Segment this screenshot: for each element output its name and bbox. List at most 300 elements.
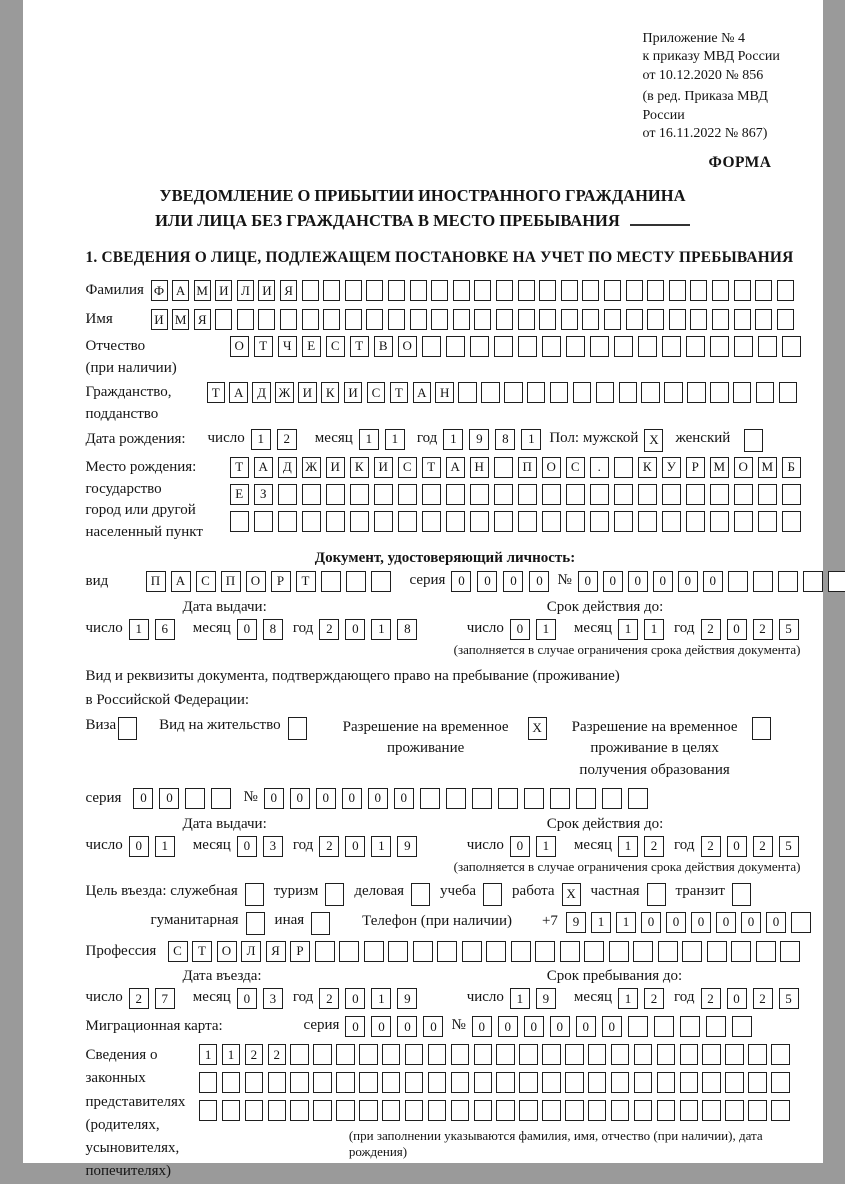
temp-residence-edu-label: Разрешение на временное проживание в целях получения образования (571, 718, 738, 779)
day-label: число (85, 836, 123, 853)
surname-label: Фамилия (85, 282, 144, 299)
birth-place-cells-row2 (230, 484, 806, 505)
char-cell (756, 382, 775, 403)
char-cell: 3 (263, 988, 283, 1009)
char-cell (422, 336, 442, 357)
char-cell: 1 (616, 912, 636, 933)
char-cell: 0 (727, 988, 747, 1009)
representatives-label-line: законных (85, 1070, 146, 1087)
purpose-row-2 (86, 912, 805, 935)
birth-year-cells (443, 429, 547, 450)
char-cell (366, 309, 383, 330)
char-cell (542, 1072, 561, 1093)
char-cell (496, 309, 513, 330)
char-cell (371, 571, 391, 592)
char-cell (446, 484, 466, 505)
char-cell (542, 336, 562, 357)
char-cell (582, 280, 599, 301)
char-cell (535, 941, 555, 962)
doc-validity-title: Срок действия до: (546, 598, 664, 615)
representatives-label-line: попечителях) (85, 1163, 172, 1180)
char-cell (519, 1044, 538, 1065)
char-cell: 0 (237, 619, 257, 640)
entry-date-title: Дата въезда: (182, 968, 262, 985)
char-cell (662, 336, 682, 357)
migration-number-cells (472, 1016, 758, 1037)
char-cell (614, 457, 634, 478)
year-label: год (674, 836, 695, 853)
permit-issue-month-cells (237, 836, 289, 857)
char-cell (359, 1072, 378, 1093)
char-cell: 0 (394, 788, 414, 809)
char-cell: 1 (510, 988, 530, 1009)
char-cell: И (374, 457, 394, 478)
char-cell (336, 1072, 355, 1093)
char-cell (680, 1044, 699, 1065)
stay-day-cells (510, 988, 562, 1009)
char-cell: Н (435, 382, 454, 403)
char-cell (539, 309, 556, 330)
char-cell: 0 (342, 788, 362, 809)
patronymic-label (86, 336, 230, 380)
sex-female-label: женский (675, 429, 731, 446)
char-cell (725, 1044, 744, 1065)
char-cell: А (172, 280, 189, 301)
birth-month-cells (359, 429, 411, 450)
char-cell (706, 1016, 726, 1037)
purpose-study-checkbox (483, 883, 502, 906)
char-cell (258, 309, 275, 330)
char-cell (302, 484, 322, 505)
entry-year-cells (319, 988, 423, 1009)
char-cell (614, 336, 634, 357)
char-cell (374, 511, 394, 532)
char-cell: Д (252, 382, 271, 403)
char-cell: 0 (716, 912, 736, 933)
char-cell (584, 941, 604, 962)
char-cell: 1 (359, 429, 379, 450)
char-cell: 0 (368, 788, 388, 809)
char-cell: 1 (371, 836, 391, 857)
char-cell: И (344, 382, 363, 403)
char-cell (588, 1044, 607, 1065)
permit-valid-day-cells (510, 836, 562, 857)
char-cell (336, 1044, 355, 1065)
char-cell: М (194, 280, 211, 301)
stay-until-col (467, 968, 805, 1009)
profession-row (86, 941, 805, 963)
char-cell (611, 1044, 630, 1065)
doc-dates-block (86, 599, 805, 640)
char-cell: Р (290, 941, 310, 962)
char-cell (313, 1044, 332, 1065)
sex-male-label: Пол: мужской (549, 429, 639, 446)
representatives-note: (при заполнении указываются фамилия, имя, отчество (при наличии), дата рождения) (348, 1128, 763, 1160)
char-cell (566, 336, 586, 357)
char-cell (278, 511, 298, 532)
char-cell: Ж (302, 457, 322, 478)
char-cell (280, 309, 297, 330)
char-cell (474, 1072, 493, 1093)
char-cell (758, 336, 778, 357)
char-cell (413, 941, 433, 962)
citizenship-label (86, 382, 207, 426)
purpose-tourism-label: туризм (273, 882, 319, 899)
char-cell: 2 (319, 988, 339, 1009)
char-cell (565, 1100, 584, 1121)
char-cell: 0 (237, 988, 257, 1009)
stay-year-cells (701, 988, 805, 1009)
char-cell: Р (271, 571, 291, 592)
char-cell (410, 280, 427, 301)
char-cell (458, 382, 477, 403)
year-label: год (416, 429, 438, 446)
visa-option (86, 717, 138, 740)
char-cell: 0 (628, 571, 648, 592)
doc-series-cells (451, 571, 555, 592)
char-cell: 2 (644, 836, 664, 857)
char-cell (446, 511, 466, 532)
char-cell (682, 941, 702, 962)
year-label: год (292, 989, 314, 1006)
char-cell (437, 941, 457, 962)
char-cell: У (662, 457, 682, 478)
char-cell: Т (207, 382, 226, 403)
char-cell (302, 309, 319, 330)
char-cell (388, 941, 408, 962)
migration-series-cells (345, 1016, 449, 1037)
char-cell (626, 309, 643, 330)
profession-label: Профессия (85, 942, 157, 959)
doc-issue-col (86, 599, 467, 640)
char-cell (657, 1100, 676, 1121)
char-cell (511, 941, 531, 962)
purpose-transit-label: транзит (675, 882, 725, 899)
char-cell (658, 941, 678, 962)
day-label: число (207, 429, 245, 446)
char-cell (657, 1044, 676, 1065)
char-cell (588, 1100, 607, 1121)
char-cell (710, 511, 730, 532)
char-cell (496, 1072, 515, 1093)
char-cell (777, 280, 794, 301)
char-cell: 2 (753, 836, 773, 857)
char-cell: 8 (397, 619, 417, 640)
char-cell: М (710, 457, 730, 478)
char-cell: С (196, 571, 216, 592)
char-cell (755, 280, 772, 301)
char-cell: 2 (319, 836, 339, 857)
char-cell (634, 1044, 653, 1065)
char-cell: . (590, 457, 610, 478)
char-cell (634, 1072, 653, 1093)
doc-valid-year-cells (701, 619, 805, 640)
char-cell (428, 1100, 447, 1121)
char-cell: В (374, 336, 394, 357)
char-cell (388, 280, 405, 301)
doc-type-cells (146, 571, 396, 592)
char-cell (561, 280, 578, 301)
char-cell: К (638, 457, 658, 478)
char-cell: 0 (727, 619, 747, 640)
residence-permit-checkbox (288, 717, 307, 740)
char-cell: 1 (591, 912, 611, 933)
char-cell: К (350, 457, 370, 478)
char-cell: И (215, 280, 232, 301)
purpose-other-option (275, 912, 331, 935)
char-cell (588, 1072, 607, 1093)
char-cell (453, 309, 470, 330)
form-title (23, 184, 823, 234)
birth-place-cells-row1 (230, 457, 806, 478)
residence-doc-line1: Вид и реквизиты документа, подтверждающего право на пребывание (проживание) (85, 667, 620, 684)
char-cell: 0 (397, 1016, 417, 1037)
char-cell (382, 1100, 401, 1121)
permit-validity-col (467, 816, 805, 857)
char-cell: Н (470, 457, 490, 478)
char-cell (382, 1072, 401, 1093)
day-label: число (85, 619, 123, 636)
birth-date-row (86, 429, 805, 452)
sex-male-checkbox: X (644, 429, 663, 452)
char-cell (245, 1100, 264, 1121)
char-cell: Т (296, 571, 316, 592)
entry-date-col (86, 968, 467, 1009)
char-cell (290, 1100, 309, 1121)
purpose-other-label: иная (274, 911, 305, 928)
patronymic-row (86, 336, 805, 380)
char-cell: 0 (602, 1016, 622, 1037)
char-cell: 0 (503, 571, 523, 592)
char-cell (690, 309, 707, 330)
purpose-private-option (591, 883, 666, 906)
char-cell (398, 484, 418, 505)
phone-label: Телефон (при наличии) (362, 912, 512, 929)
char-cell (323, 280, 340, 301)
char-cell (446, 788, 466, 809)
stay-until-title: Срок пребывания до: (546, 968, 683, 985)
char-cell: 1 (371, 988, 391, 1009)
purpose-tourism-option (274, 883, 345, 906)
forma-label: ФОРМА (708, 153, 772, 171)
char-cell (707, 941, 727, 962)
char-cell (777, 309, 794, 330)
char-cell: М (172, 309, 189, 330)
char-cell (753, 571, 773, 592)
char-cell (428, 1044, 447, 1065)
char-cell: 9 (397, 988, 417, 1009)
char-cell (565, 1044, 584, 1065)
char-cell (527, 382, 546, 403)
arrival-notification-form (23, 0, 823, 1180)
char-cell: 0 (316, 788, 336, 809)
temp-residence-option (331, 717, 547, 761)
visa-label: Виза (85, 716, 117, 733)
temp-residence-edu-checkbox (752, 717, 771, 740)
annex-line: от 10.12.2020 № 856 (642, 67, 764, 83)
form-title-line2-text: ИЛИ ЛИЦА БЕЗ ГРАЖДАНСТВА В МЕСТО ПРЕБЫВАНИЯ (155, 210, 620, 230)
char-cell (494, 457, 514, 478)
citizenship-row (86, 382, 805, 426)
char-cell: 0 (691, 912, 711, 933)
representatives-cells-row3 (199, 1100, 805, 1121)
char-cell (734, 511, 754, 532)
char-cell (470, 511, 490, 532)
char-cell: 0 (159, 788, 179, 809)
temp-residence-edu-option (565, 717, 771, 782)
char-cell: 0 (578, 571, 598, 592)
char-cell (782, 336, 802, 357)
char-cell: И (258, 280, 275, 301)
purpose-humanitarian-label: гуманитарная (150, 911, 239, 928)
char-cell: Л (241, 941, 261, 962)
char-cell: 0 (345, 836, 365, 857)
year-label: год (292, 836, 314, 853)
char-cell: 2 (753, 988, 773, 1009)
char-cell (542, 484, 562, 505)
doc-valid-day-cells (510, 619, 562, 640)
char-cell (550, 382, 569, 403)
char-cell (609, 941, 629, 962)
purpose-row (86, 883, 805, 906)
char-cell (382, 1044, 401, 1065)
char-cell (602, 788, 622, 809)
char-cell (771, 1072, 790, 1093)
char-cell (566, 484, 586, 505)
permit-series-cells (133, 788, 237, 809)
char-cell: И (298, 382, 317, 403)
doc-issue-month-cells (237, 619, 289, 640)
char-cell: 9 (397, 836, 417, 857)
entry-day-cells (129, 988, 181, 1009)
purpose-official-checkbox (245, 883, 264, 906)
permit-validity-note: (заполняется в случае ограничения срока действия документа) (453, 858, 801, 874)
char-cell (680, 1016, 700, 1037)
char-cell (611, 1072, 630, 1093)
char-cell (641, 382, 660, 403)
char-cell: Е (230, 484, 250, 505)
purpose-study-option (440, 883, 502, 906)
month-label: месяц (573, 836, 613, 853)
char-cell (302, 280, 319, 301)
char-cell: 9 (566, 912, 586, 933)
char-cell (474, 1044, 493, 1065)
annex-reference (643, 30, 813, 144)
char-cell: Я (280, 280, 297, 301)
patronymic-label-line1: Отчество (85, 337, 146, 354)
char-cell (326, 511, 346, 532)
char-cell (669, 280, 686, 301)
char-cell (626, 280, 643, 301)
char-cell (290, 1072, 309, 1093)
representatives-label (86, 1044, 199, 1184)
char-cell (686, 484, 706, 505)
char-cell (756, 941, 776, 962)
char-cell (614, 484, 634, 505)
annex-line: Приложение № 4 (642, 31, 745, 46)
char-cell (628, 1016, 648, 1037)
char-cell: 0 (524, 1016, 544, 1037)
char-cell (431, 280, 448, 301)
char-cell (732, 1016, 752, 1037)
char-cell: Т (422, 457, 442, 478)
char-cell (350, 484, 370, 505)
char-cell: 2 (268, 1044, 287, 1065)
visa-checkbox (118, 717, 137, 740)
char-cell (350, 511, 370, 532)
year-label: год (674, 989, 695, 1006)
char-cell (638, 336, 658, 357)
char-cell: 2 (245, 1044, 264, 1065)
char-cell (702, 1072, 721, 1093)
migration-number-sign: № (451, 1017, 466, 1034)
char-cell: 1 (251, 429, 271, 450)
purpose-work-label: работа (512, 882, 555, 899)
char-cell: И (326, 457, 346, 478)
char-cell: С (566, 457, 586, 478)
char-cell (398, 511, 418, 532)
char-cell: 0 (345, 1016, 365, 1037)
stay-month-cells (618, 988, 670, 1009)
birth-place-label-line4: населенный пункт (85, 524, 203, 541)
doc-series-label: серия (409, 571, 446, 588)
doc-type-row (86, 571, 805, 593)
char-cell (633, 941, 653, 962)
char-cell: А (171, 571, 191, 592)
purpose-business-label: деловая (354, 882, 405, 899)
char-cell (734, 484, 754, 505)
char-cell (590, 336, 610, 357)
given-name-row (86, 309, 805, 331)
char-cell (451, 1072, 470, 1093)
char-cell: Я (266, 941, 286, 962)
permit-dates-block (86, 816, 805, 857)
representatives-cells-row2 (199, 1072, 805, 1093)
char-cell (410, 309, 427, 330)
char-cell: 1 (155, 836, 175, 857)
title-blank-underline (630, 224, 690, 226)
char-cell: Т (230, 457, 250, 478)
char-cell (519, 1100, 538, 1121)
char-cell (290, 1044, 309, 1065)
char-cell: 0 (290, 788, 310, 809)
char-cell (680, 1100, 699, 1121)
char-cell: З (254, 484, 274, 505)
char-cell (496, 280, 513, 301)
surname-row (86, 280, 805, 302)
permit-valid-month-cells (618, 836, 670, 857)
char-cell (422, 511, 442, 532)
char-cell: 0 (498, 1016, 518, 1037)
permit-series-row (86, 788, 805, 810)
sex-female-checkbox (744, 429, 763, 452)
char-cell (634, 1100, 653, 1121)
char-cell (686, 511, 706, 532)
char-cell (474, 280, 491, 301)
char-cell: Т (192, 941, 212, 962)
char-cell: О (398, 336, 418, 357)
char-cell: С (398, 457, 418, 478)
char-cell (590, 511, 610, 532)
char-cell (518, 336, 538, 357)
permit-issue-day-cells (129, 836, 181, 857)
char-cell (451, 1100, 470, 1121)
char-cell: 3 (263, 836, 283, 857)
char-cell (662, 511, 682, 532)
char-cell: 1 (371, 619, 391, 640)
char-cell: С (168, 941, 188, 962)
char-cell: 0 (129, 836, 149, 857)
